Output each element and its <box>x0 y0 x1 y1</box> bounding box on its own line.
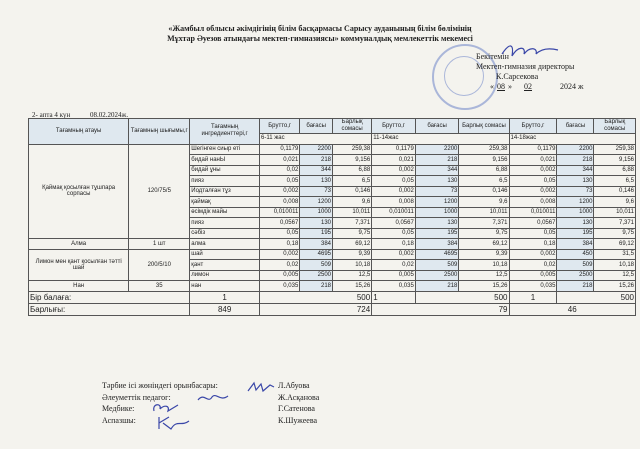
one-child-value-1: 1 <box>190 291 260 303</box>
ingredient-value: 6,88 <box>594 165 636 176</box>
ingredient-value: 9,6 <box>594 197 636 208</box>
ingredient-value: 12,5 <box>594 270 636 281</box>
ingredient-value: 10,011 <box>594 207 636 218</box>
col-total-3: Барлық сомасы <box>594 119 636 134</box>
ingredient-value: 0,1179 <box>260 144 300 155</box>
ingredient-value: 9,6 <box>459 197 509 208</box>
ingredient-value: 1200 <box>415 197 459 208</box>
ingredient-value: 73 <box>300 186 333 197</box>
ingredient-name: пияз <box>190 176 260 187</box>
one-child-value-2: 500 <box>260 291 372 303</box>
ingredient-value: 12,5 <box>333 270 372 281</box>
ingredient-name: пияз <box>190 218 260 229</box>
ingredient-value: 0,02 <box>372 260 416 271</box>
ingredient-value: 6,88 <box>459 165 509 176</box>
signature-row: Тәрбие ісі жөніндегі орынбасары: Л.Абуова <box>102 381 310 390</box>
ingredient-value: 12,5 <box>459 270 509 281</box>
ingredient-value: 0,002 <box>260 186 300 197</box>
one-child-value-6: 500 <box>557 291 636 303</box>
ingredient-value: 10,011 <box>333 207 372 218</box>
total-row <box>29 303 636 315</box>
col-brutto-1: Брутто,г <box>260 119 300 134</box>
dish-name: Нан <box>29 281 129 292</box>
col-brutto-3: Брутто,г <box>509 119 557 134</box>
ingredient-value: 9,6 <box>333 197 372 208</box>
ingredient-name: сәбіз <box>190 228 260 239</box>
ingredient-value: 73 <box>557 186 594 197</box>
ingredient-value: 218 <box>415 155 459 166</box>
ingredient-value: 10,18 <box>594 260 636 271</box>
period-line: 2- апта 4 күн 08.02.2024ж. <box>32 111 129 119</box>
col-ingredients: Тағамның ингредиенттері,г <box>190 119 260 145</box>
ingredient-value: 1200 <box>557 197 594 208</box>
ingredient-value: 0,005 <box>372 270 416 281</box>
signature-scribble-1 <box>246 381 276 393</box>
header-line-2: Мұхтар Әуезов атындағы мектеп-гимназиясы» коммуналдық мемлекеттік мекемесі <box>167 34 473 43</box>
ingredient-value: 0,010011 <box>509 207 557 218</box>
ingredient-value: 73 <box>415 186 459 197</box>
age-group-3: 14-18жас <box>509 134 636 145</box>
ingredient-name: Иодталған тұз <box>190 186 260 197</box>
one-child-value-5: 1 <box>509 291 557 303</box>
ingredient-value: 130 <box>415 176 459 187</box>
ingredient-value: 7,371 <box>333 218 372 229</box>
ingredient-value: 4695 <box>415 249 459 260</box>
col-brutto-2: Брутто,г <box>372 119 416 134</box>
ingredient-value: 10,18 <box>459 260 509 271</box>
col-total-2: Барлық сомасы <box>459 119 509 134</box>
ingredient-value: 6,5 <box>333 176 372 187</box>
ingredient-value: 9,75 <box>459 228 509 239</box>
ingredient-value: 69,12 <box>594 239 636 250</box>
ingredient-value: 384 <box>415 239 459 250</box>
ingredient-value: 130 <box>557 218 594 229</box>
age-group-2: 11-14жас <box>372 134 509 145</box>
ingredient-value: 0,05 <box>260 176 300 187</box>
signature-scribble-3 <box>150 401 180 415</box>
ingredient-value: 344 <box>415 165 459 176</box>
ingredient-value: 15,26 <box>459 281 509 292</box>
ingredient-value: 0,021 <box>372 155 416 166</box>
ingredient-value: 15,26 <box>594 281 636 292</box>
ingredient-name: Шегінген сиыр еті <box>190 144 260 155</box>
total-value-2: 724 <box>260 303 372 315</box>
ingredient-value: 9,156 <box>333 155 372 166</box>
ingredient-value: 2500 <box>415 270 459 281</box>
ingredient-value: 0,0567 <box>509 218 557 229</box>
ingredient-value: 0,0567 <box>372 218 416 229</box>
ingredient-value: 0,146 <box>459 186 509 197</box>
ingredient-value: 0,035 <box>260 281 300 292</box>
ingredient-value: 0,010011 <box>372 207 416 218</box>
ingredient-value: 9,156 <box>459 155 509 166</box>
ingredient-value: 1000 <box>557 207 594 218</box>
ingredient-value: 0,035 <box>372 281 416 292</box>
ingredient-value: 0,021 <box>509 155 557 166</box>
ingredient-value: 0,005 <box>509 270 557 281</box>
ingredient-value: 218 <box>300 155 333 166</box>
table-row <box>29 144 636 155</box>
ingredient-value: 0,002 <box>372 186 416 197</box>
ingredient-value: 259,38 <box>594 144 636 155</box>
ingredient-value: 344 <box>557 165 594 176</box>
table-header-row <box>29 119 636 134</box>
ingredient-name: қаймақ <box>190 197 260 208</box>
ingredient-value: 0,1179 <box>372 144 416 155</box>
menu-table <box>28 118 636 316</box>
ingredient-value: 0,0567 <box>260 218 300 229</box>
ingredient-value: 69,12 <box>333 239 372 250</box>
ingredient-name: алма <box>190 239 260 250</box>
ingredient-value: 509 <box>557 260 594 271</box>
ingredient-value: 0,008 <box>509 197 557 208</box>
col-total-1: Барлық сомасы <box>333 119 372 134</box>
dish-output: 200/5/10 <box>129 249 190 281</box>
total-value-3: 79 <box>372 303 509 315</box>
ingredient-value: 0,146 <box>594 186 636 197</box>
ingredient-value: 218 <box>557 155 594 166</box>
ingredient-value: 259,38 <box>459 144 509 155</box>
ingredient-value: 10,011 <box>459 207 509 218</box>
ingredient-value: 0,02 <box>509 260 557 271</box>
ingredient-value: 9,39 <box>459 249 509 260</box>
ingredient-value: 509 <box>415 260 459 271</box>
ingredient-value: 450 <box>557 249 594 260</box>
ingredient-value: 4695 <box>300 249 333 260</box>
ingredient-value: 218 <box>557 281 594 292</box>
ingredient-value: 0,02 <box>260 165 300 176</box>
ingredient-value: 0,010011 <box>260 207 300 218</box>
ingredient-value: 0,18 <box>260 239 300 250</box>
ingredient-value: 0,05 <box>260 228 300 239</box>
approval-block <box>476 52 584 92</box>
signature-row: Аспазшы: К.Шужеева <box>102 415 318 425</box>
ingredient-value: 218 <box>300 281 333 292</box>
ingredient-value: 7,371 <box>459 218 509 229</box>
ingredient-value: 0,002 <box>509 249 557 260</box>
ingredient-value: 1200 <box>300 197 333 208</box>
ingredient-value: 6,5 <box>594 176 636 187</box>
ingredient-value: 0,02 <box>260 260 300 271</box>
ingredient-value: 0,002 <box>509 165 557 176</box>
dish-name: Қаймақ қосылған тұшпара сорпасы <box>29 144 129 239</box>
ingredient-value: 0,008 <box>372 197 416 208</box>
signature-scribble-4 <box>155 415 191 431</box>
ingredient-value: 344 <box>300 165 333 176</box>
approval-position: Мектеп-гимназия директоры <box>476 62 575 71</box>
col-price-2: бағасы <box>415 119 459 134</box>
ingredient-value: 0,035 <box>509 281 557 292</box>
ingredient-value: 0,021 <box>260 155 300 166</box>
age-group-1: 6-11 жас <box>260 134 372 145</box>
ingredient-value: 195 <box>557 228 594 239</box>
dish-name: Алма <box>29 239 129 250</box>
ingredient-value: 0,05 <box>372 228 416 239</box>
ingredient-value: 2500 <box>557 270 594 281</box>
ingredient-value: 384 <box>557 239 594 250</box>
header-line-1: «Жамбыл облысы әкімдігінің білім басқармасы Сарысу ауданының білім бөлімінің <box>168 24 472 33</box>
one-child-row <box>29 291 636 303</box>
one-child-label: Бір балаға: <box>29 291 190 303</box>
ingredient-name: қант <box>190 260 260 271</box>
menu-body <box>29 144 636 291</box>
ingredient-value: 9,75 <box>333 228 372 239</box>
ingredient-name: бидай ұны <box>190 165 260 176</box>
dish-output: 35 <box>129 281 190 292</box>
ingredient-value: 6,88 <box>333 165 372 176</box>
ingredient-value: 195 <box>415 228 459 239</box>
ingredient-value: 0,002 <box>372 165 416 176</box>
col-dish: Тағамның атауы <box>29 119 129 145</box>
ingredient-value: 1000 <box>300 207 333 218</box>
ingredient-value: 9,156 <box>594 155 636 166</box>
total-value-4: 46 <box>509 303 636 315</box>
ingredient-value: 0,002 <box>260 249 300 260</box>
total-value-1: 849 <box>190 303 260 315</box>
approval-title: Бекітемін <box>476 52 509 61</box>
table-row <box>29 281 636 292</box>
ingredient-name: нан <box>190 281 260 292</box>
ingredient-value: 130 <box>557 176 594 187</box>
signature-row: Медбике: Г.Сатенова <box>102 404 315 413</box>
signature-scribble-2 <box>196 392 230 404</box>
ingredient-value: 7,371 <box>594 218 636 229</box>
ingredient-value: 10,18 <box>333 260 372 271</box>
ingredient-value: 0,1179 <box>509 144 557 155</box>
ingredient-value: 0,146 <box>333 186 372 197</box>
table-row <box>29 249 636 260</box>
ingredient-value: 384 <box>300 239 333 250</box>
ingredient-name: өсімдік майы <box>190 207 260 218</box>
total-label: Барлығы: <box>29 303 190 315</box>
one-child-value-4: 500 <box>415 291 509 303</box>
dish-output: 1 шт <box>129 239 190 250</box>
table-row <box>29 239 636 250</box>
approval-director: К.Сарсекова <box>496 72 539 81</box>
col-output: Тағамның шығымы,г <box>129 119 190 145</box>
approval-date: « 08 » 02 2024 ж <box>490 82 584 91</box>
signature-row: Әлеуметтік педагог: Ж.Асқанова <box>102 392 320 402</box>
ingredient-name: лимон <box>190 270 260 281</box>
ingredient-value: 0,18 <box>372 239 416 250</box>
ingredient-value: 0,18 <box>509 239 557 250</box>
dish-output: 120/75/5 <box>129 144 190 239</box>
ingredient-value: 130 <box>300 218 333 229</box>
ingredient-value: 69,12 <box>459 239 509 250</box>
ingredient-value: 0,008 <box>260 197 300 208</box>
ingredient-value: 6,5 <box>459 176 509 187</box>
ingredient-value: 259,38 <box>333 144 372 155</box>
dish-name: Лимон мен қант қосылған тәтті шай <box>29 249 129 281</box>
ingredient-value: 2200 <box>415 144 459 155</box>
col-price-3: бағасы <box>557 119 594 134</box>
ingredient-value: 509 <box>300 260 333 271</box>
ingredient-value: 0,002 <box>372 249 416 260</box>
ingredient-value: 31,5 <box>594 249 636 260</box>
ingredient-value: 0,005 <box>260 270 300 281</box>
one-child-value-3: 1 <box>372 291 416 303</box>
ingredient-value: 15,26 <box>333 281 372 292</box>
ingredient-value: 2200 <box>557 144 594 155</box>
ingredient-value: 2200 <box>300 144 333 155</box>
ingredient-value: 9,75 <box>594 228 636 239</box>
ingredient-value: 9,39 <box>333 249 372 260</box>
ingredient-name: шай <box>190 249 260 260</box>
ingredient-value: 130 <box>300 176 333 187</box>
ingredient-value: 2500 <box>300 270 333 281</box>
ingredient-value: 218 <box>415 281 459 292</box>
ingredient-value: 0,05 <box>509 228 557 239</box>
ingredient-value: 0,05 <box>509 176 557 187</box>
col-price-1: бағасы <box>300 119 333 134</box>
ingredient-value: 0,002 <box>509 186 557 197</box>
ingredient-value: 1000 <box>415 207 459 218</box>
ingredient-value: 0,05 <box>372 176 416 187</box>
ingredient-value: 195 <box>300 228 333 239</box>
ingredient-name: бидай нанЫ <box>190 155 260 166</box>
ingredient-value: 130 <box>415 218 459 229</box>
